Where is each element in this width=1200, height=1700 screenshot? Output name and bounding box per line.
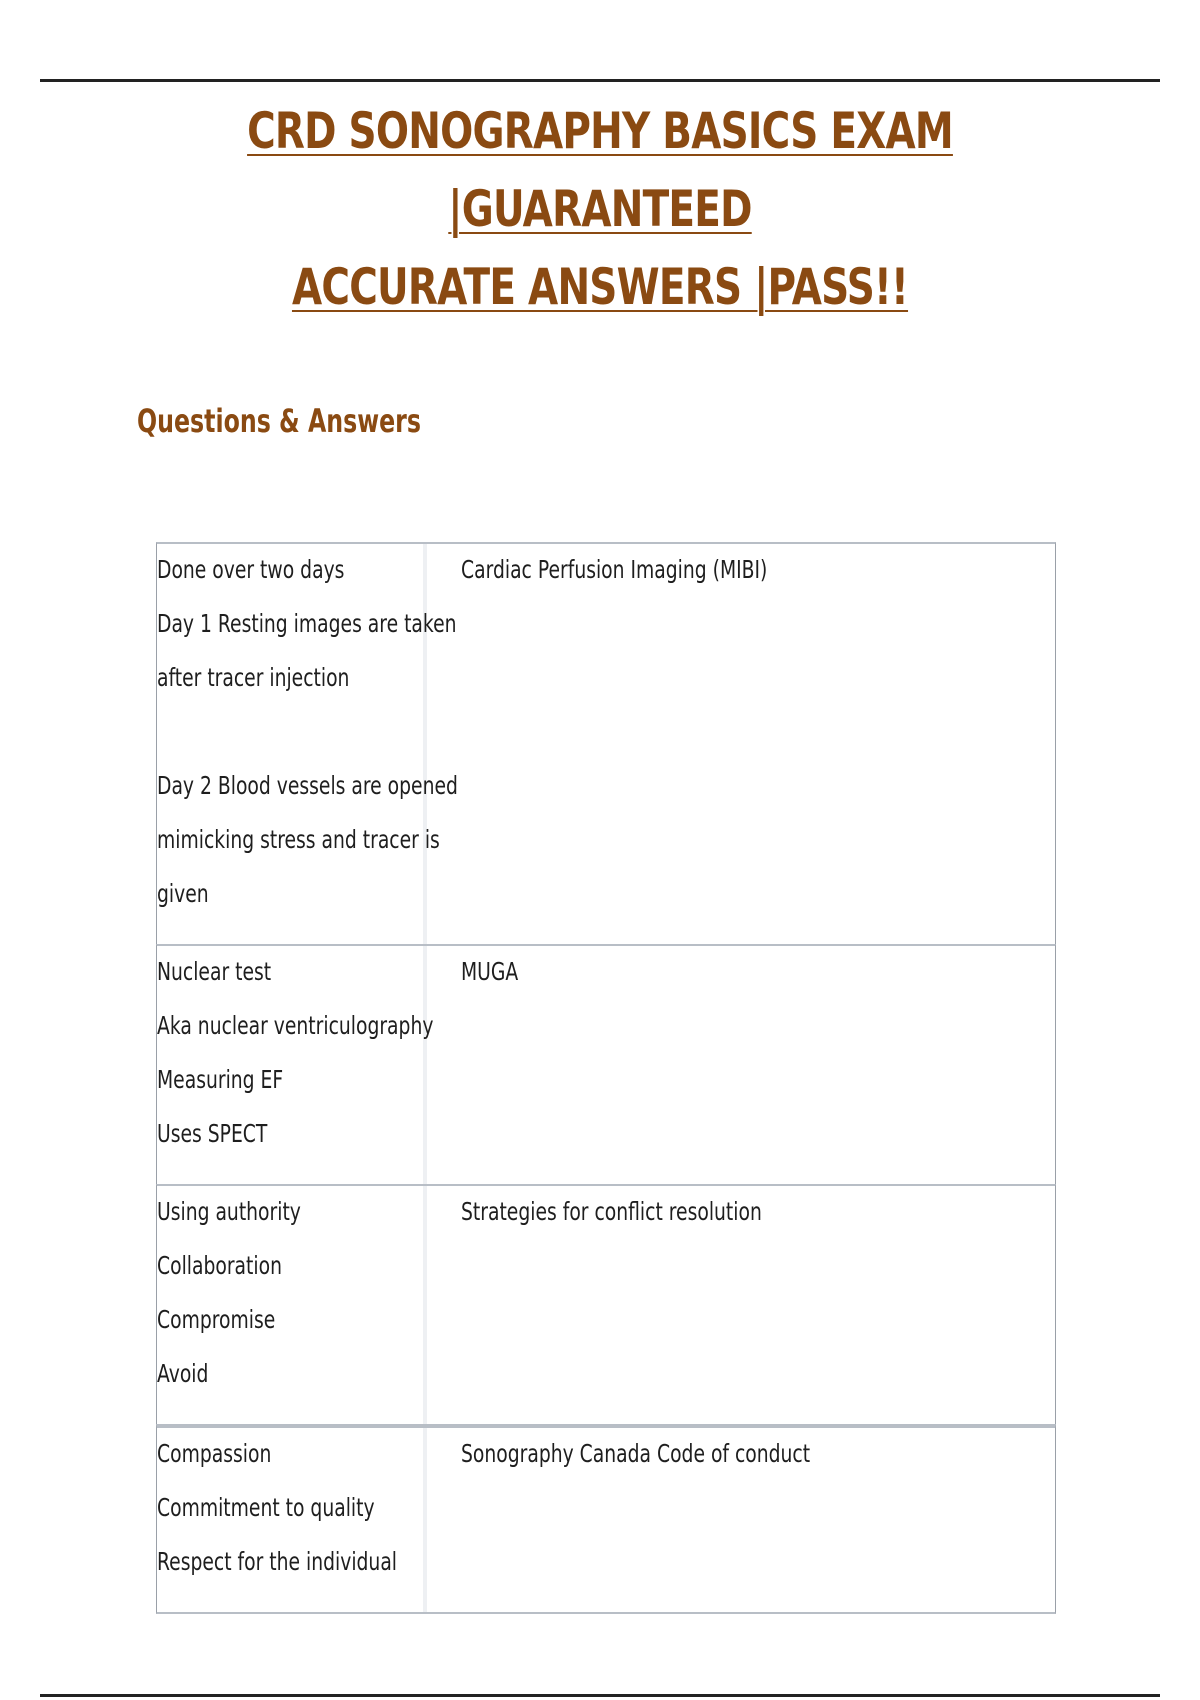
question-cell bbox=[157, 1428, 427, 1612]
answer-cell bbox=[427, 1428, 1055, 1612]
answer-text: Strategies for conflict resolution bbox=[461, 1197, 762, 1226]
question-line: Nuclear test bbox=[157, 957, 272, 986]
qa-row bbox=[156, 542, 1056, 944]
question-line: Day 2 Blood vessels are opened bbox=[157, 771, 458, 800]
qa-row bbox=[156, 944, 1056, 1184]
footer-rule bbox=[40, 1694, 1160, 1697]
question-cell bbox=[157, 946, 434, 1184]
question-line: Uses SPECT bbox=[157, 1119, 268, 1148]
question-line: Respect for the individual bbox=[157, 1547, 398, 1576]
answer-cell bbox=[427, 946, 1055, 1184]
question-line: mimicking stress and tracer is bbox=[157, 825, 440, 854]
answer-cell bbox=[427, 544, 1055, 944]
qa-row bbox=[156, 1184, 1056, 1424]
document-title bbox=[132, 92, 1068, 326]
answer-text: MUGA bbox=[461, 957, 519, 986]
question-line: Aka nuclear ventriculography bbox=[157, 1011, 434, 1040]
question-line: given bbox=[157, 879, 209, 908]
question-line: Measuring EF bbox=[157, 1065, 284, 1094]
question-line: Compassion bbox=[157, 1439, 272, 1468]
question-cell bbox=[157, 544, 458, 944]
section-heading: Questions & Answers bbox=[137, 402, 421, 440]
question-line: Collaboration bbox=[157, 1251, 282, 1280]
question-line: Done over two days bbox=[157, 555, 345, 584]
qa-row bbox=[156, 1424, 1056, 1614]
title-line-1: CRD SONOGRAPHY BASICS EXAM |GUARANTEED bbox=[247, 102, 953, 238]
question-line: after tracer injection bbox=[157, 663, 350, 692]
question-cell bbox=[157, 1186, 427, 1424]
qa-table bbox=[156, 542, 1056, 1614]
answer-text: Cardiac Perfusion Imaging (MIBI) bbox=[461, 555, 768, 584]
question-line: Compromise bbox=[157, 1305, 276, 1334]
answer-text: Sonography Canada Code of conduct bbox=[461, 1439, 811, 1468]
header-rule bbox=[40, 79, 1160, 82]
question-line: Commitment to quality bbox=[157, 1493, 375, 1522]
title-line-2: ACCURATE ANSWERS |PASS!! bbox=[291, 258, 909, 316]
answer-cell bbox=[427, 1186, 1055, 1424]
question-line: Using authority bbox=[157, 1197, 301, 1226]
question-line: Day 1 Resting images are taken bbox=[157, 609, 457, 638]
question-line-blank bbox=[157, 710, 357, 764]
question-line: Avoid bbox=[157, 1359, 209, 1388]
